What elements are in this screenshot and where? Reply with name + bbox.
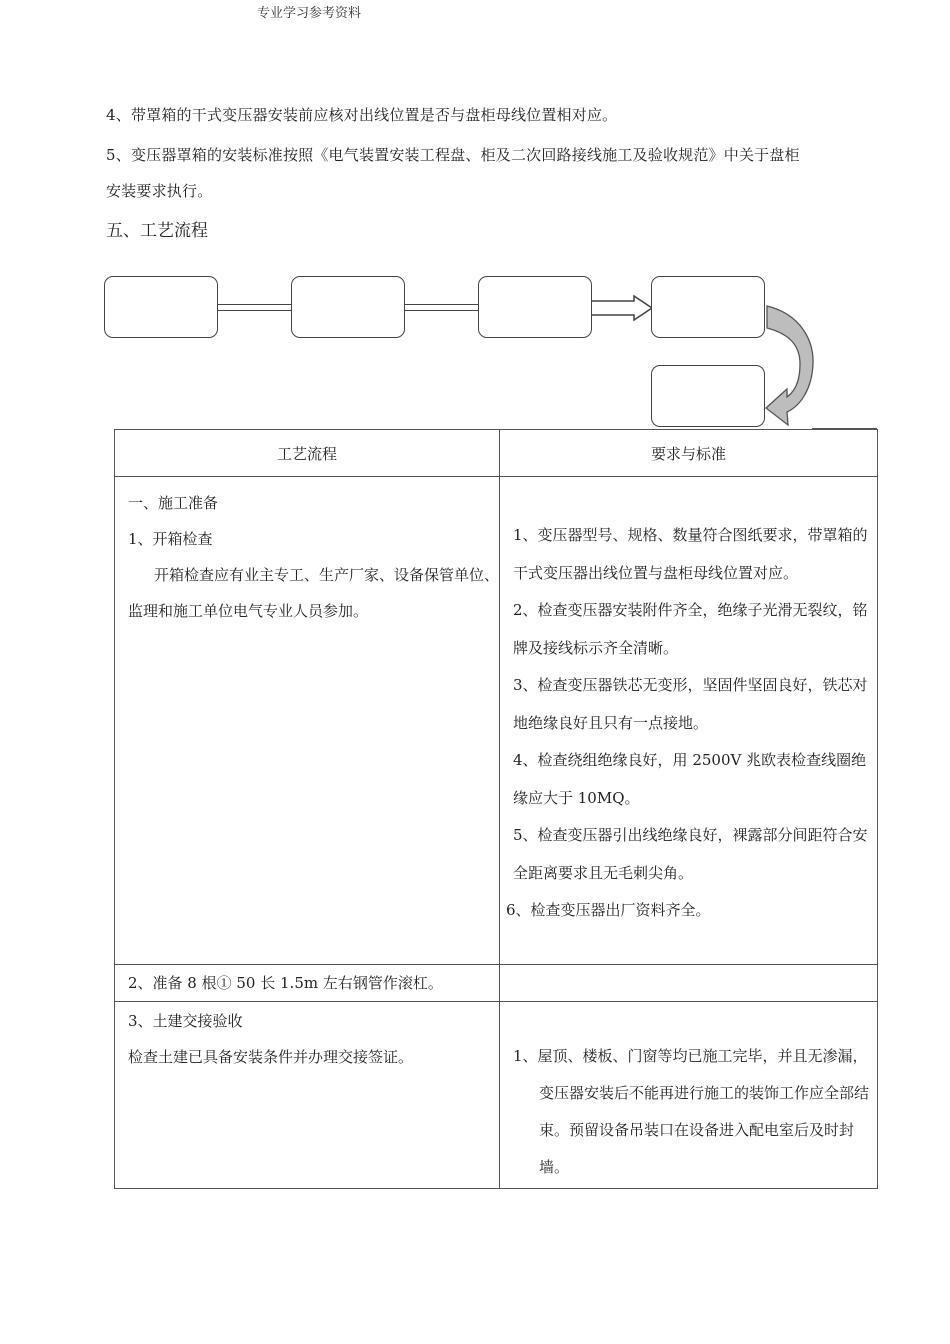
standard-item-6: 6、检查变压器出厂资料齐全。 (506, 901, 711, 919)
col-header-process: 工艺流程 (115, 430, 500, 477)
row3-title: 3、土建交接验收 (128, 1012, 243, 1030)
table-row (115, 1002, 878, 1189)
row3-desc: 检查土建已具备安装条件并办理交接签证。 (128, 1048, 414, 1066)
standard-item-3: 3、检查变压器铁芯无变形，坚固件坚固良好，铁芯对地绝缘良好且只有一点接地。 (513, 676, 868, 732)
table-header-row (115, 430, 878, 477)
table-row (115, 477, 878, 965)
flow-box-4 (651, 276, 765, 338)
flow-arrow-icon (590, 294, 656, 322)
page-header: 专业学习参考资料 (257, 6, 362, 21)
row3-standard (500, 1002, 878, 1189)
flow-box-5 (651, 365, 765, 427)
row3-process (115, 1002, 500, 1189)
row1-desc: 开箱检查应有业主专工、生产厂家、设备保管单位、监理和施工单位电气专业人员参加。 (128, 566, 500, 620)
row2-standard (500, 965, 878, 1002)
standard-item-1: 1、变压器型号、规格、数量符合图纸要求，带罩箱的干式变压器出线位置与盘柜母线位置对应。 (513, 526, 868, 582)
flow-connector-2 (405, 304, 480, 311)
section-title: 五、工艺流程 (106, 221, 208, 241)
flow-connector-1 (218, 304, 293, 311)
table-row (115, 965, 878, 1002)
flow-box-2 (291, 276, 405, 338)
standard-item-4: 4、检查绕组绝缘良好，用 2500V 兆欧表检查线圈绝缘应大于 10MQ。 (513, 751, 867, 807)
paragraph-5-cont: 安装要求执行。 (106, 182, 213, 200)
row2-process: 2、准备 8 根① 50 长 1.5m 左右钢管作滚杠。 (115, 965, 500, 1002)
row1-standard (500, 477, 878, 965)
flow-box-1 (104, 276, 218, 338)
paragraph-5: 5、变压器罩箱的安装标准按照《电气装置安装工程盘、柜及二次回路接线施工及验收规范》中关于盘柜 (106, 146, 800, 164)
curved-arrow-icon (760, 294, 820, 434)
process-table (114, 429, 878, 1189)
row1-item: 1、开箱检查 (128, 530, 213, 548)
row3-standard-item: 1、屋顶、楼板、门窗等均已施工完毕，并且无渗漏，变压器安装后不能再进行施工的装饰工作应全部结束。预留设备吊装口在设备进入配电室后及时封墙。 (513, 1047, 870, 1176)
paragraph-4: 4、带罩箱的干式变压器安装前应核对出线位置是否与盘柜母线位置相对应。 (106, 106, 618, 124)
flow-box-3 (478, 276, 592, 338)
row1-title: 一、施工准备 (128, 494, 219, 512)
standard-item-5: 5、检查变压器引出线绝缘良好，裸露部分间距符合安全距离要求且无毛刺尖角。 (513, 826, 868, 882)
col-header-standard: 要求与标准 (500, 430, 878, 477)
standard-item-2: 2、检查变压器安装附件齐全，绝缘子光滑无裂纹，铭牌及接线标示齐全清晰。 (513, 601, 868, 657)
row1-process (115, 477, 500, 965)
